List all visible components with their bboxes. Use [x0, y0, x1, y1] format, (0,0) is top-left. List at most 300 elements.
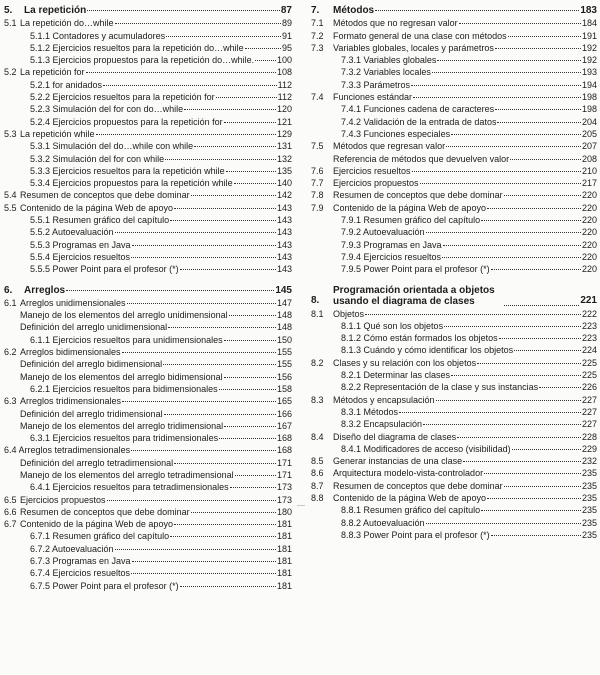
dot-leader [219, 438, 276, 439]
dot-leader [127, 303, 276, 304]
toc-entry [311, 406, 597, 418]
toc-entry-title: 8.3.1 Métodos [341, 406, 399, 417]
toc-entry-title: La repetición for [20, 67, 85, 78]
toc-page-number: 228 [581, 431, 597, 442]
toc-entry-number: 8.3 [311, 394, 324, 405]
toc-entry-number: 8.8 [311, 492, 324, 503]
toc-right-column [311, 5, 597, 541]
toc-entry-title: 7.4.3 Funciones especiales [341, 128, 451, 139]
dot-leader [437, 60, 581, 61]
dot-leader [229, 315, 276, 316]
toc-entry-number: 8.1 [311, 308, 324, 319]
toc-page-number: 220 [581, 239, 597, 250]
dot-leader [174, 208, 276, 209]
toc-entry [311, 177, 597, 189]
dot-leader [107, 500, 276, 501]
toc-entry [4, 116, 292, 128]
toc-page-number: 87 [280, 5, 292, 16]
toc-entry [4, 263, 292, 275]
toc-entry-title: 5.2.3 Simulación del for con do…while [30, 104, 184, 115]
dot-leader [411, 85, 581, 86]
toc-page-number: 131 [276, 141, 292, 152]
toc-page-number: 168 [276, 433, 292, 444]
toc-page-number: 121 [276, 116, 292, 127]
toc-entry [4, 103, 292, 115]
toc-entry-title: La repetición do…while [20, 18, 114, 29]
toc-page-number: 235 [581, 480, 597, 491]
toc-page-number: 220 [581, 264, 597, 275]
toc-page-number: 143 [276, 202, 292, 213]
toc-page-number: 207 [581, 141, 597, 152]
toc-entry-title: 6.1.1 Ejercicios resueltos para unidimensionales [30, 334, 223, 345]
toc-entry [4, 469, 292, 481]
toc-entry-title: 8.2.1 Determinar las clases [341, 370, 451, 381]
dot-leader [508, 36, 581, 37]
dot-leader [463, 461, 581, 462]
toc-page-number: 155 [276, 359, 292, 370]
toc-entry-title: Objetos [333, 308, 365, 319]
toc-entry-title: 8.1.2 Cómo están formados los objetos [341, 333, 498, 344]
toc-entry [4, 177, 292, 189]
toc-entry-title: Contenido de la página Web de apoyo [20, 202, 173, 213]
toc-entry-title: Manejo de los elementos del arreglo unidimensional [20, 310, 228, 321]
dot-leader [451, 134, 581, 135]
toc-page-number: 95 [281, 42, 292, 53]
dot-leader [180, 269, 276, 270]
toc-entry-title: Definición del arreglo bidimensional [20, 359, 163, 370]
toc-page-number: 148 [276, 310, 292, 321]
toc-entry-number: 7.9 [311, 202, 324, 213]
dot-leader [163, 364, 276, 365]
dot-leader [432, 72, 581, 73]
dot-leader [255, 60, 276, 61]
toc-entry [4, 297, 292, 309]
dot-leader [514, 350, 581, 351]
toc-entry-title: 7.4.1 Funciones cadena de caracteres [341, 104, 495, 115]
toc-page-number: 229 [581, 443, 597, 454]
toc-entry-title: Ejercicios resueltos [333, 165, 411, 176]
toc-entry-number: 7.2 [311, 30, 324, 41]
toc-entry-title: 6.7.3 Programas en Java [30, 556, 131, 567]
toc-entry-title: Métodos que regresan valor [333, 141, 446, 152]
toc-chapter-entry [311, 285, 597, 308]
dot-leader [477, 363, 581, 364]
toc-page-number: 155 [276, 347, 292, 358]
toc-entry [311, 116, 597, 128]
toc-entry-title: Manejo de los elementos del arreglo tetradimensional [20, 469, 234, 480]
toc-entry-number: 5.1 [4, 18, 17, 29]
dot-leader [216, 97, 277, 98]
toc-page-number: 210 [581, 165, 597, 176]
dot-leader [174, 524, 276, 525]
dot-leader [539, 387, 581, 388]
toc-entry-number: 6.1 [4, 297, 17, 308]
dot-leader [194, 146, 276, 147]
toc-entry [311, 54, 597, 66]
toc-entry [311, 214, 597, 226]
toc-entry [311, 455, 597, 467]
dot-leader [235, 475, 276, 476]
toc-entry-title: 5.3.2 Simulación del for con while [30, 153, 165, 164]
toc-entry-title: 5.1.1 Contadores y acumuladores [30, 30, 166, 41]
dot-leader [115, 232, 276, 233]
toc-entry-title: 7.9.3 Programas en Java [341, 239, 442, 250]
toc-entry [4, 530, 292, 542]
toc-entry [311, 480, 597, 492]
toc-entry-number: 8.5 [311, 456, 324, 467]
toc-entry [4, 432, 292, 444]
toc-entry [311, 153, 597, 165]
toc-entry-title: 5.5.4 Ejercicios resueltos [30, 251, 131, 262]
dot-leader [184, 109, 276, 110]
toc-page-number: 143 [276, 215, 292, 226]
toc-entry-title: Referencia de métodos que devuelven valor [333, 153, 510, 164]
toc-page-number: 225 [581, 357, 597, 368]
toc-page-number: 221 [580, 295, 597, 307]
toc-page-number: 180 [276, 506, 292, 517]
toc-entry [311, 66, 597, 78]
toc-entry [4, 543, 292, 555]
dot-leader [481, 220, 581, 221]
toc-page-number: 235 [581, 492, 597, 503]
toc-entry [4, 371, 292, 383]
toc-page-number: 108 [276, 67, 292, 78]
toc-entry-title: Formato general de una clase con métodos [333, 30, 507, 41]
toc-entry-title: 6.7.5 Power Point para el profesor (*) [30, 580, 179, 591]
toc-entry-number: 6.3 [4, 396, 17, 407]
toc-entry-title: Arreglos tridimensionales [20, 396, 122, 407]
toc-entry-number: 8.2 [311, 357, 324, 368]
dot-leader [504, 195, 581, 196]
toc-entry-title: Métodos que no regresan valor [333, 18, 458, 29]
toc-entry-title: 8.8.2 Autoevaluación [341, 517, 425, 528]
dot-leader [191, 512, 276, 513]
toc-page-number: 220 [581, 251, 597, 262]
dot-leader [166, 36, 281, 37]
toc-entry [4, 383, 292, 395]
dot-leader [131, 450, 276, 451]
toc-entry-title: 7.3.3 Parámetros [341, 79, 411, 90]
toc-entry-title: 6.7.4 Ejercicios resueltos [30, 568, 131, 579]
toc-page-number: 142 [276, 190, 292, 201]
toc-page-number: 222 [581, 308, 597, 319]
toc-page-number: 198 [581, 104, 597, 115]
dot-leader [444, 326, 581, 327]
dot-leader [226, 171, 276, 172]
toc-entry-title: Contenido de la página Web de apoyo [20, 519, 173, 530]
dot-leader [224, 122, 276, 123]
toc-page-number: 135 [276, 165, 292, 176]
toc-entry [4, 66, 292, 78]
toc-entry-title: Diseño del diagrama de clases [333, 431, 457, 442]
toc-entry [311, 239, 597, 251]
dot-leader [365, 314, 581, 315]
toc-page-number: 181 [276, 519, 292, 530]
toc-page-number: 89 [281, 18, 292, 29]
toc-entry-number: 7.1 [311, 18, 324, 29]
toc-entry [311, 42, 597, 54]
toc-page-number: 220 [581, 215, 597, 226]
toc-entry-title: La repetición [24, 5, 87, 16]
toc-entry-number: 8.4 [311, 431, 324, 442]
toc-page-number: 235 [581, 517, 597, 528]
dot-leader [165, 159, 276, 160]
dot-leader [412, 171, 581, 172]
toc-entry-number: 6.7 [4, 519, 17, 530]
toc-page-number: 204 [581, 116, 597, 127]
toc-entry [4, 42, 292, 54]
dot-leader [484, 473, 581, 474]
dot-leader [245, 48, 281, 49]
toc-page-number: 158 [276, 383, 292, 394]
toc-entry-title: 5.3.4 Ejercicios propuestos para la repetición while [30, 178, 233, 189]
dot-leader [451, 375, 581, 376]
toc-entry-title: 5.5.1 Resumen gráfico del capítulo [30, 215, 170, 226]
toc-entry [311, 467, 597, 479]
toc-entry-number: 7.5 [311, 141, 324, 152]
toc-entry [4, 481, 292, 493]
toc-entry [311, 394, 597, 406]
toc-entry [4, 334, 292, 346]
dot-leader [413, 97, 581, 98]
dot-leader [224, 340, 276, 341]
toc-entry-title: 6.2.1 Ejercicios resueltos para bidimensionales [30, 383, 218, 394]
toc-page-number: 184 [581, 18, 597, 29]
toc-page-number: 193 [581, 67, 597, 78]
toc-entry [4, 457, 292, 469]
toc-entry-number: 7. [311, 5, 320, 16]
toc-entry [311, 308, 597, 320]
toc-page-number: 112 [277, 92, 292, 103]
toc-page-number: 132 [276, 153, 292, 164]
dot-leader [180, 586, 276, 587]
dot-leader [86, 72, 276, 73]
toc-entry-title: 8.1.1 Qué son los objetos [341, 320, 444, 331]
toc-entry [311, 418, 597, 430]
toc-entry-title: 7.9.1 Resumen gráfico del capítulo [341, 215, 481, 226]
toc-entry [4, 17, 292, 29]
toc-entry [311, 128, 597, 140]
toc-entry-title: Métodos [333, 5, 375, 16]
toc-entry [4, 494, 292, 506]
toc-page-number: 165 [276, 396, 292, 407]
dot-leader [170, 536, 276, 537]
toc-entry-number: 7.8 [311, 190, 324, 201]
toc-page-number: 194 [581, 79, 597, 90]
toc-page-number: 181 [276, 543, 292, 554]
toc-entry-title: Resumen de conceptos que debe dominar [20, 190, 190, 201]
toc-entry-title: Ejercicios propuestos [20, 494, 106, 505]
toc-entry [4, 239, 292, 251]
toc-entry-title: Programación orientada a objetos usando el diagrama de clases [333, 284, 495, 308]
toc-entry [311, 140, 597, 152]
toc-page-number: 147 [276, 297, 292, 308]
dot-leader [131, 573, 276, 574]
toc-entry [4, 226, 292, 238]
toc-page-number: 198 [581, 92, 597, 103]
toc-page-number: 220 [581, 190, 597, 201]
toc-page-number: 181 [276, 580, 292, 591]
toc-entry [4, 567, 292, 579]
toc-entry-number: 6.4 [4, 445, 17, 456]
toc-page-number: 208 [581, 153, 597, 164]
toc-page-number: 235 [581, 505, 597, 516]
dot-leader [459, 23, 581, 24]
toc-page-number: 223 [581, 333, 597, 344]
toc-entry-title: Generar instancias de una clase [333, 456, 463, 467]
toc-entry [311, 344, 597, 356]
dot-leader [122, 401, 276, 402]
toc-entry [311, 103, 597, 115]
dot-leader [495, 48, 581, 49]
toc-entry [4, 420, 292, 432]
toc-page-number: 192 [581, 42, 597, 53]
toc-entry-title: 7.4.2 Validación de la entrada de datos [341, 116, 497, 127]
dot-leader [487, 208, 581, 209]
toc-entry-title: 5.3.3 Ejercicios resueltos para la repetición while [30, 165, 225, 176]
toc-entry [4, 54, 292, 66]
toc-entry-number: 7.4 [311, 92, 324, 103]
toc-entry [4, 79, 292, 91]
toc-entry-number: 5.5 [4, 202, 17, 213]
toc-chapter-entry [4, 5, 292, 17]
toc-entry-title: 6.3.1 Ejercicios resueltos para tridimensionales [30, 433, 219, 444]
toc-page-number: 166 [276, 408, 292, 419]
toc-entry-title: Arreglos [24, 284, 66, 296]
toc-page-number: 168 [276, 445, 292, 456]
toc-entry [311, 504, 597, 516]
toc-entry-title: Manejo de los elementos del arreglo bidimensional [20, 371, 223, 382]
toc-page-number: 227 [581, 406, 597, 417]
toc-entry-title: Arreglos tetradimensionales [18, 445, 131, 456]
toc-entry-number: 5.2 [4, 67, 17, 78]
toc-entry [4, 91, 292, 103]
toc-entry-number: 5. [4, 5, 13, 16]
toc-page-number: 173 [276, 494, 292, 505]
dot-leader [512, 449, 581, 450]
toc-entry [4, 153, 292, 165]
dot-leader [426, 232, 581, 233]
toc-page-number: 191 [581, 30, 597, 41]
dot-leader [504, 486, 581, 487]
toc-entry [4, 444, 292, 456]
toc-page-number: 112 [277, 79, 292, 90]
toc-entry-title: 5.2.4 Ejercicios propuestos para la repetición for [30, 116, 223, 127]
toc-entry-number: 6.6 [4, 506, 17, 517]
toc-entry-title: Arreglos unidimensionales [20, 297, 126, 308]
toc-entry [4, 358, 292, 370]
toc-entry [311, 431, 597, 443]
toc-page-number: 217 [581, 178, 597, 189]
dot-leader [426, 523, 581, 524]
toc-entry [4, 408, 292, 420]
dot-leader [96, 134, 276, 135]
toc-page-number: 181 [276, 531, 292, 542]
dot-leader [487, 498, 581, 499]
dot-leader [491, 269, 581, 270]
toc-page-number: 173 [276, 482, 292, 493]
toc-entry [4, 202, 292, 214]
toc-page-number: 143 [276, 227, 292, 238]
dot-leader [491, 535, 581, 536]
toc-entry-title: 5.3.1 Simulación del do…while con while [30, 141, 194, 152]
toc-entry-number: 6.5 [4, 494, 17, 505]
dot-leader [115, 549, 276, 550]
dot-leader [168, 327, 276, 328]
toc-page-number: 129 [276, 128, 292, 139]
dot-leader [132, 561, 276, 562]
toc-page-number: 140 [276, 178, 292, 189]
toc-page-number: 232 [581, 456, 597, 467]
toc-entry-title: Resumen de conceptos que debe dominar [333, 190, 503, 201]
dot-leader [499, 338, 581, 339]
toc-entry-title: 7.3.2 Variables locales [341, 67, 431, 78]
dot-leader [224, 426, 276, 427]
toc-entry-number: 7.3 [311, 42, 324, 53]
toc-entry-title: Ejercicios propuestos [333, 178, 419, 189]
toc-entry-title: 5.1.3 Ejercicios propuestos para la repetición do…while. [30, 55, 255, 66]
toc-entry-title: 7.9.5 Power Point para el profesor (*) [341, 264, 490, 275]
dot-leader [191, 195, 276, 196]
toc-entry-title: 5.5.5 Power Point para el profesor (*) [30, 264, 179, 275]
toc-page-number: 235 [581, 529, 597, 540]
toc-entry [311, 529, 597, 541]
toc-page-number: 183 [580, 5, 597, 16]
toc-entry [311, 226, 597, 238]
toc-page-number: 143 [276, 239, 292, 250]
toc-entry-number: 7.6 [311, 165, 324, 176]
dot-leader [446, 146, 581, 147]
toc-entry-title: Arreglos bidimensionales [20, 347, 121, 358]
toc-entry [311, 189, 597, 201]
toc-entry [311, 332, 597, 344]
dot-leader [481, 510, 581, 511]
toc-page-number: 227 [581, 394, 597, 405]
toc-entry-title: Resumen de conceptos que debe dominar [333, 480, 503, 491]
toc-entry-number: 8.6 [311, 468, 324, 479]
toc-page-number: 220 [581, 202, 597, 213]
dot-leader [420, 183, 581, 184]
dot-leader [510, 159, 581, 160]
toc-page-number: 192 [581, 55, 597, 66]
toc-entry-title: Variables globales, locales y parámetros [333, 42, 494, 53]
toc-entry-title: Arquitectura modelo-vista-controlador [333, 468, 484, 479]
toc-page-number: 235 [581, 468, 597, 479]
toc-entry-number: 8.7 [311, 480, 324, 491]
dot-leader [103, 85, 277, 86]
toc-entry [4, 251, 292, 263]
toc-entry [4, 128, 292, 140]
toc-entry-title: Definición del arreglo tridimensional [20, 408, 163, 419]
dot-leader [122, 352, 276, 353]
toc-entry-title: Manejo de los elementos del arreglo tridimensional [20, 420, 224, 431]
toc-page-number: 100 [276, 55, 292, 66]
toc-entry-title: 8.2.2 Representación de la clase y sus instancias [341, 382, 539, 393]
toc-entry-title: 5.2.2 Ejercicios resueltos para la repetición for [30, 92, 215, 103]
toc-entry [311, 263, 597, 275]
toc-page-number: 220 [581, 227, 597, 238]
dot-leader [131, 257, 276, 258]
dot-leader [495, 109, 581, 110]
dot-leader [457, 437, 581, 438]
toc-page-number: 181 [276, 568, 292, 579]
toc-chapter-entry [4, 285, 292, 297]
toc-entry-title: Resumen de conceptos que debe dominar [20, 506, 190, 517]
toc-page-number: 224 [581, 345, 597, 356]
toc-entry [311, 165, 597, 177]
toc-entry [4, 189, 292, 201]
toc-entry [4, 30, 292, 42]
